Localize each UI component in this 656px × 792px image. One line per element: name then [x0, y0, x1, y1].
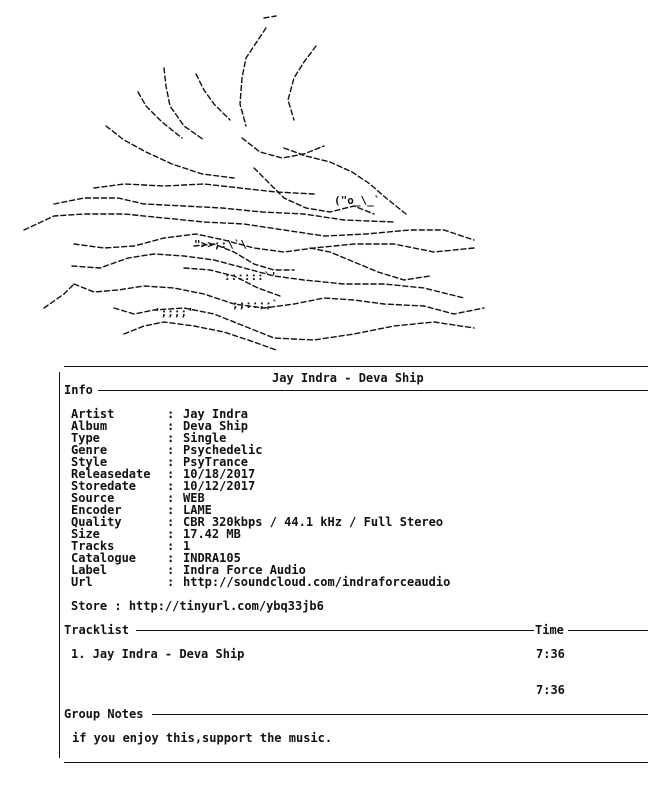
info-field-separator: : — [167, 407, 182, 421]
store-link[interactable]: http://tinyurl.com/ybq33jb6 — [128, 599, 324, 613]
group-notes-section-label: Group Notes — [64, 707, 144, 721]
info-field-value: 10/18/2017 — [183, 467, 256, 481]
store-label: Store — [71, 599, 108, 613]
info-field-value: Deva Ship — [183, 419, 249, 433]
info-field-value: 10/12/2017 — [183, 479, 256, 493]
info-field-value: Indra Force Audio — [183, 563, 306, 577]
info-field-separator: : — [167, 443, 182, 457]
info-field-key: Tracks — [71, 539, 115, 553]
svg-text:;;::;;`: ;;::;;` — [232, 298, 279, 311]
info-field-value: 1 — [183, 539, 191, 553]
info-field-separator: : — [167, 491, 182, 505]
group-notes-text: if you enjoy this,support the music. — [72, 731, 333, 745]
info-field-row — [71, 516, 443, 528]
info-field-separator: : — [167, 503, 182, 517]
time-column-label: Time — [535, 623, 564, 637]
store-row: Store : http://tinyurl.com/ybq33jb6 — [71, 599, 324, 613]
left-border — [59, 372, 60, 758]
info-field-key: Encoder — [71, 503, 122, 517]
info-field-key: Catalogue — [71, 551, 137, 565]
info-field-separator: : — [167, 479, 182, 493]
info-field-separator: : — [167, 467, 182, 481]
info-field-key: Releasedate — [71, 467, 151, 481]
info-field-value: 17.42 MB — [183, 527, 241, 541]
info-field-separator: : — [167, 539, 182, 553]
info-field-value[interactable]: http://soundcloud.com/indraforceaudio — [183, 575, 451, 589]
info-field-separator: : — [167, 431, 182, 445]
svg-text:::::::`': ::::::`' — [224, 270, 277, 283]
info-field-separator: : — [167, 515, 182, 529]
info-field-key: Type — [71, 431, 100, 445]
bottom-rule — [64, 762, 648, 763]
info-field-value: CBR 320kbps / 44.1 kHz / Full Stereo — [183, 515, 444, 529]
info-field-value: PsyTrance — [183, 455, 249, 469]
info-field-key: Url — [71, 575, 93, 589]
info-field-key: Size — [71, 527, 100, 541]
info-field-value: Jay Indra — [183, 407, 249, 421]
info-field-key: Genre — [71, 443, 108, 457]
track-row-time: 7:36 — [536, 647, 565, 661]
info-section-rule — [98, 390, 648, 391]
svg-text:">>;:\`\: ">>;:\`\ — [194, 238, 247, 251]
info-field-key: Style — [71, 455, 108, 469]
info-field-value: Single — [183, 431, 227, 445]
time-rule — [568, 630, 648, 631]
svg-text:("o_\_`: ("o_\_` — [334, 194, 381, 207]
info-field-row — [71, 576, 450, 588]
info-field-value: LAME — [183, 503, 212, 517]
info-field-key: Quality — [71, 515, 122, 529]
info-field-key: Album — [71, 419, 108, 433]
info-field-separator: : — [167, 551, 182, 565]
nfo-title: Jay Indra - Deva Ship — [272, 371, 424, 385]
info-field-key: Storedate — [71, 479, 137, 493]
info-field-key: Label — [71, 563, 108, 577]
info-field-value: WEB — [183, 491, 205, 505]
info-field-value: Psychedelic — [183, 443, 263, 457]
total-time: 7:36 — [536, 683, 565, 697]
svg-text:';;;;': ';;;;' — [154, 306, 194, 319]
group-notes-rule — [152, 714, 648, 715]
info-field-separator: : — [167, 455, 182, 469]
tracklist-section-label: Tracklist — [64, 623, 130, 637]
track-row-text: 1. Jay Indra - Deva Ship — [71, 647, 245, 661]
info-field-value: INDRA105 — [183, 551, 241, 565]
info-section-label: Info — [64, 383, 93, 397]
info-field-separator: : — [167, 419, 182, 433]
info-field-key: Source — [71, 491, 115, 505]
info-field-separator: : — [167, 527, 182, 541]
header-top-rule — [64, 366, 648, 367]
tracklist-rule — [136, 630, 534, 631]
info-field-separator: : — [167, 575, 182, 589]
info-field-key: Artist — [71, 407, 115, 421]
info-field-separator: : — [167, 563, 182, 577]
